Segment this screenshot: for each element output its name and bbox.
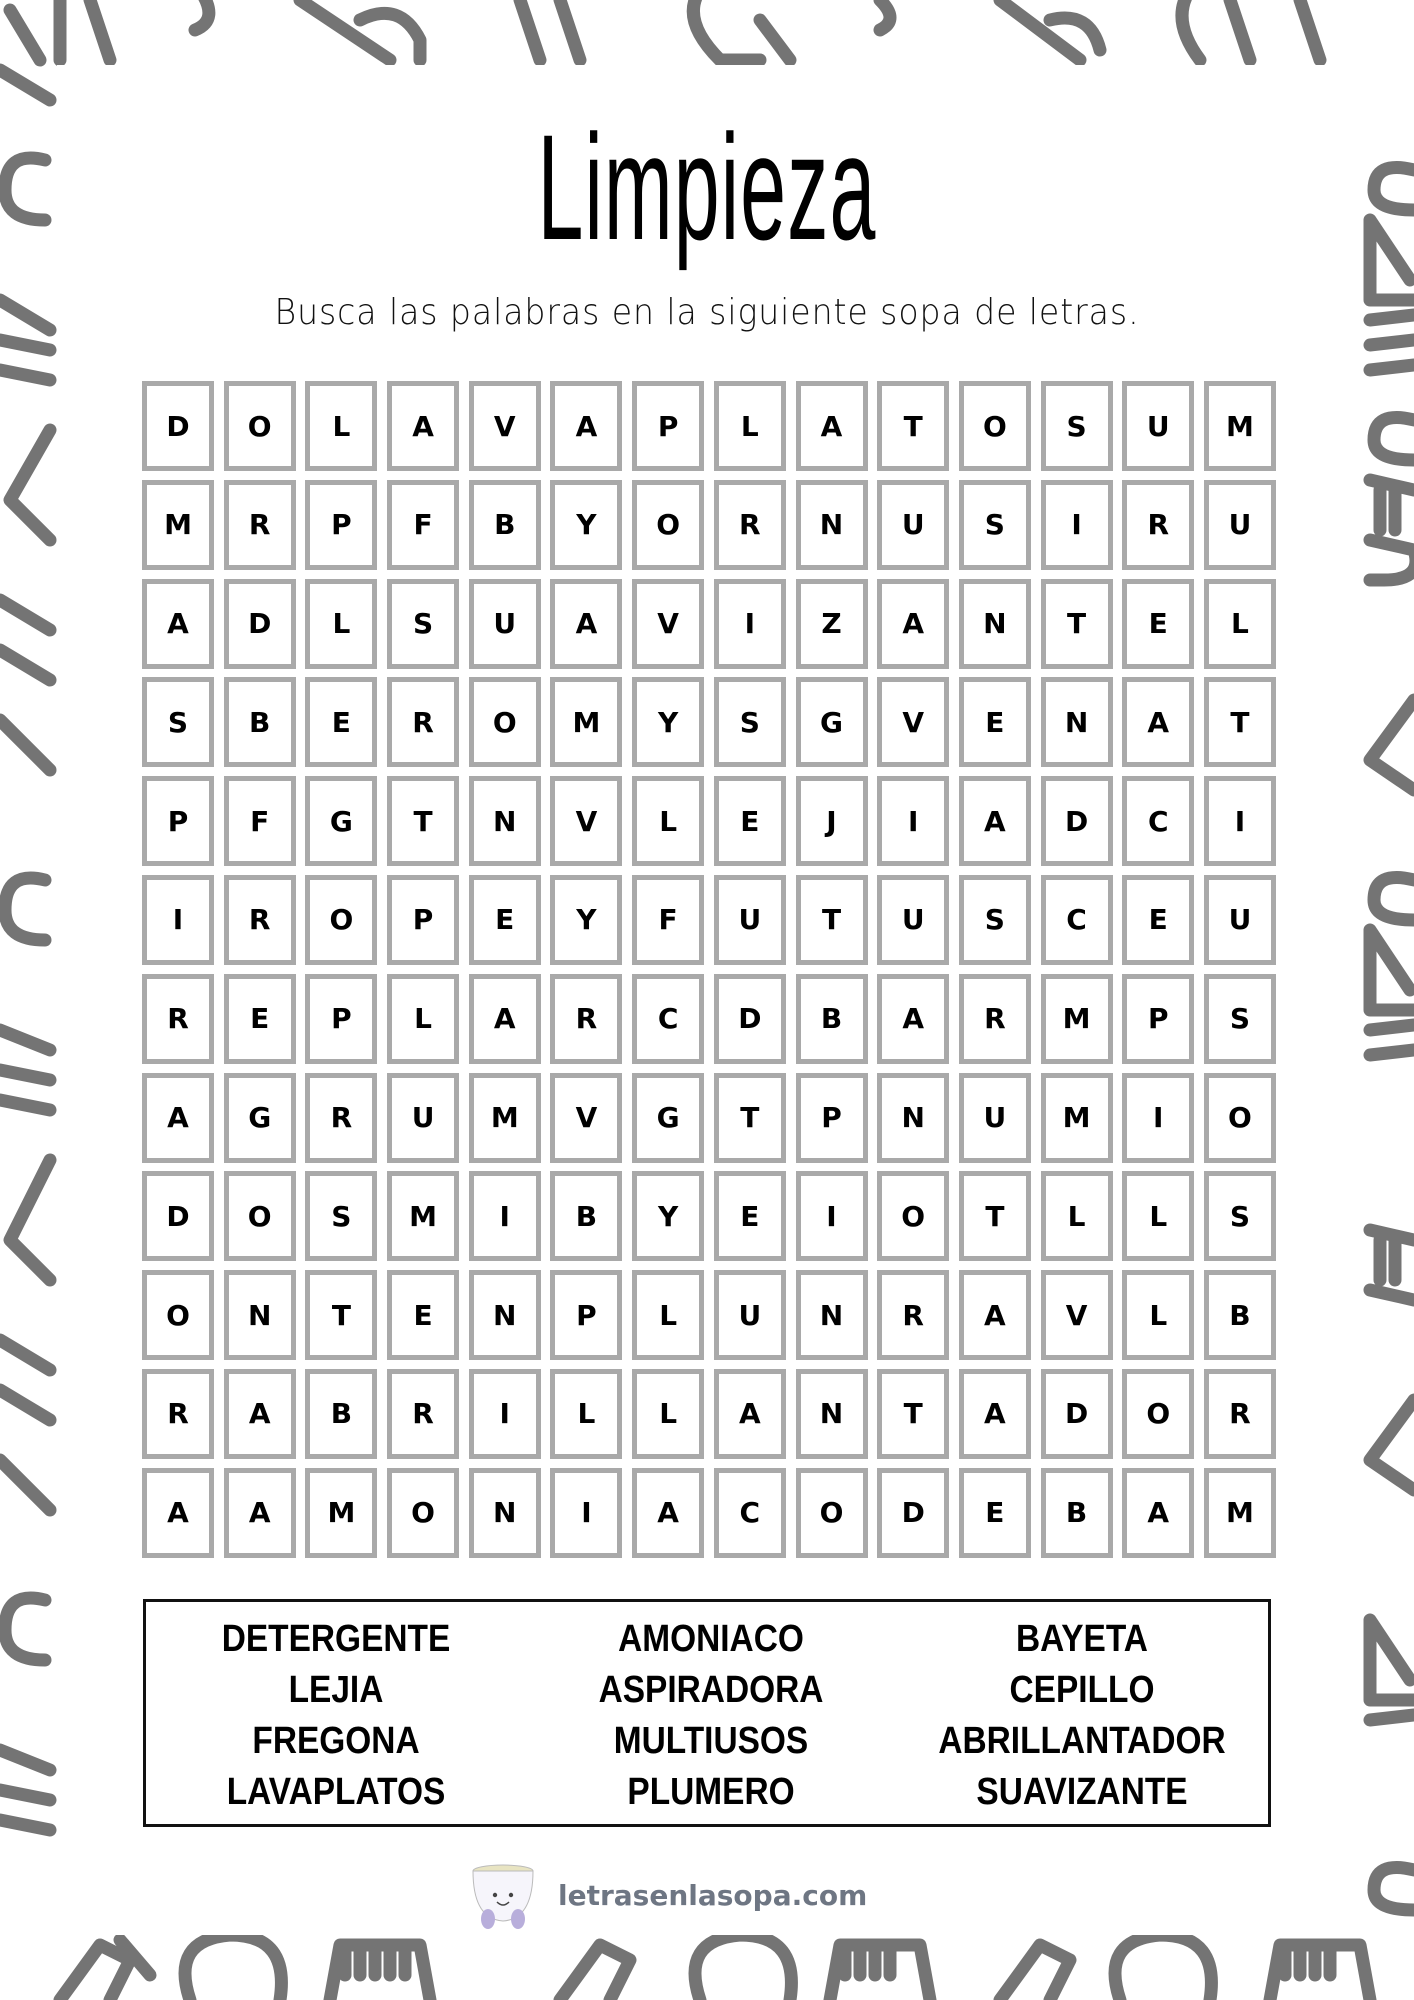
grid-cell[interactable]: D [714,974,786,1064]
grid-cell[interactable]: O [224,1171,296,1261]
grid-cell[interactable]: I [796,1171,868,1261]
grid-cell[interactable]: D [1041,776,1113,866]
grid-cell[interactable]: P [796,1073,868,1163]
grid-cell[interactable]: T [714,1073,786,1163]
grid-cell[interactable]: I [1041,480,1113,570]
grid-cell[interactable]: T [1041,579,1113,669]
grid-cell[interactable]: R [305,1073,377,1163]
soup-bowl-mascot-icon [468,1859,538,1931]
grid-cell[interactable]: A [959,1270,1031,1360]
grid-cell[interactable]: O [387,1468,459,1558]
grid-cell[interactable]: C [1041,875,1113,965]
grid-cell[interactable]: M [1204,1468,1276,1558]
grid-cell[interactable]: M [387,1171,459,1261]
page-title: Limpieza [537,103,877,271]
word-list-item: MULTIUSOS [613,1720,809,1762]
grid-cell[interactable]: L [1122,1171,1194,1261]
grid-cell[interactable]: V [1041,1270,1113,1360]
grid-cell[interactable]: R [550,974,622,1064]
grid-cell[interactable]: I [469,1369,541,1459]
grid-cell[interactable]: P [142,776,214,866]
grid-cell[interactable]: S [305,1171,377,1261]
grid-cell[interactable]: I [469,1171,541,1261]
grid-cell[interactable]: L [632,776,704,866]
grid-cell[interactable]: O [877,1171,949,1261]
grid-cell[interactable]: E [959,677,1031,767]
grid-cell[interactable]: D [142,381,214,471]
grid-cell[interactable]: E [714,1171,786,1261]
grid-cell[interactable]: R [387,1369,459,1459]
grid-cell[interactable]: A [469,974,541,1064]
grid-cell[interactable]: B [796,974,868,1064]
grid-cell[interactable]: T [877,381,949,471]
grid-cell[interactable]: M [550,677,622,767]
grid-cell[interactable]: F [632,875,704,965]
grid-cell[interactable]: Y [550,480,622,570]
grid-cell[interactable]: A [550,579,622,669]
grid-cell[interactable]: A [714,1369,786,1459]
grid-cell[interactable]: N [469,1270,541,1360]
grid-cell[interactable]: A [142,579,214,669]
word-list-item: ABRILLANTADOR [938,1720,1226,1762]
grid-cell[interactable]: T [877,1369,949,1459]
grid-cell[interactable]: T [1204,677,1276,767]
grid-cell[interactable]: O [1204,1073,1276,1163]
grid-cell[interactable]: I [714,579,786,669]
grid-cell[interactable]: S [1041,381,1113,471]
grid-cell[interactable]: O [959,381,1031,471]
grid-cell[interactable]: O [305,875,377,965]
grid-cell[interactable]: E [224,974,296,1064]
grid-cell[interactable]: R [959,974,1031,1064]
grid-cell[interactable]: T [387,776,459,866]
footer-branding [468,1855,867,1935]
grid-cell[interactable]: U [1204,480,1276,570]
grid-cell[interactable]: D [1041,1369,1113,1459]
grid-cell[interactable]: M [305,1468,377,1558]
word-list-item: DETERGENTE [221,1618,451,1660]
grid-cell[interactable]: A [142,1468,214,1558]
grid-cell[interactable]: I [1204,776,1276,866]
grid-cell[interactable]: J [796,776,868,866]
grid-cell[interactable]: L [1204,579,1276,669]
grid-cell[interactable]: P [387,875,459,965]
grid-cell[interactable]: Z [796,579,868,669]
grid-cell[interactable]: A [877,974,949,1064]
grid-cell[interactable]: F [387,480,459,570]
word-search-grid[interactable] [142,381,1276,1558]
grid-cell[interactable]: A [959,1369,1031,1459]
grid-cell[interactable]: B [224,677,296,767]
grid-cell[interactable]: A [959,776,1031,866]
grid-cell[interactable]: O [142,1270,214,1360]
grid-cell[interactable]: N [877,1073,949,1163]
grid-cell[interactable]: S [714,677,786,767]
grid-cell[interactable]: A [796,381,868,471]
word-list-item: FREGONA [252,1720,420,1762]
grid-cell[interactable]: B [305,1369,377,1459]
word-list-item: SUAVIZANTE [976,1771,1188,1813]
grid-cell[interactable]: O [632,480,704,570]
grid-cell[interactable]: O [469,677,541,767]
grid-cell[interactable]: O [224,381,296,471]
grid-cell[interactable]: L [305,381,377,471]
grid-cell[interactable]: A [224,1369,296,1459]
grid-cell[interactable]: L [632,1369,704,1459]
grid-cell[interactable]: L [387,974,459,1064]
grid-cell[interactable]: I [142,875,214,965]
grid-cell[interactable]: D [224,579,296,669]
grid-cell[interactable]: Y [632,677,704,767]
grid-cell[interactable]: U [1122,381,1194,471]
grid-cell[interactable]: L [550,1369,622,1459]
word-list-item: AMONIACO [618,1618,804,1660]
word-list-item: BAYETA [1016,1618,1148,1660]
grid-cell[interactable]: T [305,1270,377,1360]
instructions: Busca las palabras en la siguiente sopa de letras. [274,292,1140,333]
grid-cell[interactable]: G [224,1073,296,1163]
grid-cell[interactable]: U [469,579,541,669]
grid-cell[interactable]: U [714,875,786,965]
grid-cell[interactable]: A [224,1468,296,1558]
grid-cell[interactable]: M [469,1073,541,1163]
grid-cell[interactable]: E [714,776,786,866]
grid-cell[interactable]: M [142,480,214,570]
word-list-item: ASPIRADORA [598,1669,824,1711]
grid-cell[interactable]: N [796,1270,868,1360]
grid-cell[interactable]: S [959,875,1031,965]
grid-cell[interactable]: S [1204,974,1276,1064]
grid-cell[interactable]: U [387,1073,459,1163]
grid-cell[interactable]: E [469,875,541,965]
grid-cell[interactable]: S [142,677,214,767]
grid-cell[interactable]: S [387,579,459,669]
grid-cell[interactable]: M [1041,974,1113,1064]
grid-cell[interactable]: E [387,1270,459,1360]
grid-cell[interactable]: O [1122,1369,1194,1459]
grid-cell[interactable]: U [1204,875,1276,965]
grid-cell[interactable]: L [714,381,786,471]
grid-cell[interactable]: I [877,776,949,866]
grid-cell[interactable]: V [550,1073,622,1163]
grid-cell[interactable]: C [632,974,704,1064]
grid-cell[interactable]: P [632,381,704,471]
grid-cell[interactable]: R [142,1369,214,1459]
grid-cell[interactable]: Y [550,875,622,965]
grid-cell[interactable]: A [632,1468,704,1558]
grid-cell[interactable]: C [1122,776,1194,866]
grid-cell[interactable]: G [305,776,377,866]
grid-cell[interactable]: N [469,776,541,866]
grid-cell[interactable]: V [877,677,949,767]
grid-cell[interactable]: B [550,1171,622,1261]
word-list-item: LEJIA [288,1669,384,1711]
grid-cell[interactable]: R [224,480,296,570]
grid-cell[interactable]: I [550,1468,622,1558]
grid-cell[interactable]: Y [632,1171,704,1261]
grid-cell[interactable]: E [1122,875,1194,965]
grid-cell[interactable]: R [714,480,786,570]
grid-cell[interactable]: L [1122,1270,1194,1360]
word-list-item: CEPILLO [1009,1669,1155,1711]
grid-cell[interactable]: O [796,1468,868,1558]
grid-cell[interactable]: U [877,480,949,570]
grid-cell[interactable]: U [959,1073,1031,1163]
grid-cell[interactable]: N [224,1270,296,1360]
grid-cell[interactable]: A [387,381,459,471]
grid-cell[interactable]: R [142,974,214,1064]
grid-cell[interactable]: A [142,1073,214,1163]
grid-cell[interactable]: N [469,1468,541,1558]
grid-cell[interactable]: D [142,1171,214,1261]
grid-cell[interactable]: A [1122,1468,1194,1558]
grid-cell[interactable]: N [1041,677,1113,767]
grid-cell[interactable]: R [224,875,296,965]
grid-cell[interactable]: A [877,579,949,669]
grid-cell[interactable]: L [1041,1171,1113,1261]
word-list-box [143,1599,1271,1827]
grid-cell[interactable]: U [877,875,949,965]
grid-cell[interactable]: R [1122,480,1194,570]
grid-cell[interactable]: V [632,579,704,669]
site-link[interactable]: letrasenlasopa.com [558,1878,868,1912]
word-list-item: LAVAPLATOS [226,1771,446,1813]
grid-cell[interactable]: V [550,776,622,866]
grid-cell[interactable]: E [305,677,377,767]
grid-cell[interactable]: S [959,480,1031,570]
grid-cell[interactable]: E [1122,579,1194,669]
grid-cell[interactable]: P [305,480,377,570]
grid-cell[interactable]: F [224,776,296,866]
grid-cell[interactable]: P [1122,974,1194,1064]
grid-cell[interactable]: I [1122,1073,1194,1163]
grid-cell[interactable]: N [796,480,868,570]
grid-cell[interactable]: T [959,1171,1031,1261]
grid-cell[interactable]: D [877,1468,949,1558]
grid-cell[interactable]: G [632,1073,704,1163]
word-list-item: PLUMERO [627,1771,795,1813]
grid-cell[interactable]: A [1122,677,1194,767]
grid-cell[interactable]: N [796,1369,868,1459]
grid-cell[interactable]: N [959,579,1031,669]
grid-cell[interactable]: T [796,875,868,965]
grid-cell[interactable]: B [1041,1468,1113,1558]
grid-cell[interactable]: R [877,1270,949,1360]
grid-cell[interactable]: B [469,480,541,570]
grid-cell[interactable]: P [305,974,377,1064]
grid-cell[interactable]: A [550,381,622,471]
grid-cell[interactable]: E [959,1468,1031,1558]
grid-cell[interactable]: M [1204,381,1276,471]
grid-cell[interactable]: V [469,381,541,471]
grid-cell[interactable]: C [714,1468,786,1558]
grid-cell[interactable]: B [1204,1270,1276,1360]
grid-cell[interactable]: R [1204,1369,1276,1459]
grid-cell[interactable]: R [387,677,459,767]
grid-cell[interactable]: G [796,677,868,767]
grid-cell[interactable]: P [550,1270,622,1360]
grid-cell[interactable]: U [714,1270,786,1360]
grid-cell[interactable]: M [1041,1073,1113,1163]
grid-cell[interactable]: S [1204,1171,1276,1261]
grid-cell[interactable]: L [305,579,377,669]
grid-cell[interactable]: L [632,1270,704,1360]
